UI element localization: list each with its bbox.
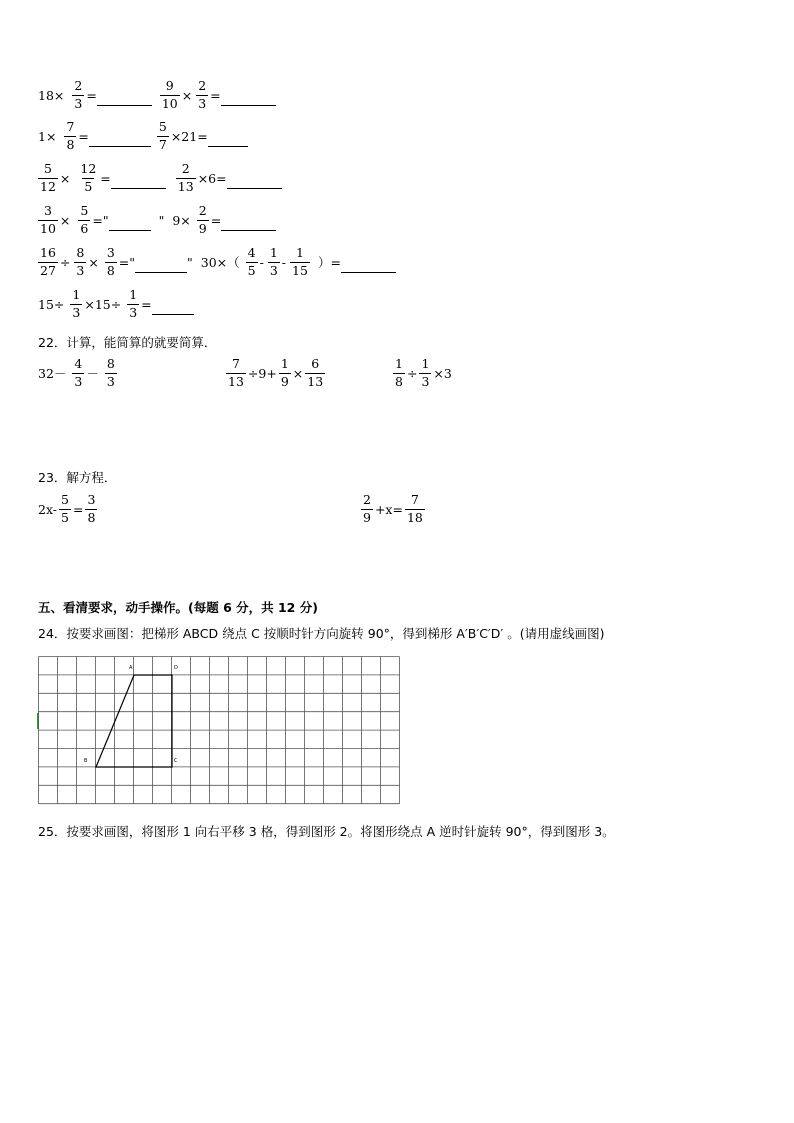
label-a: A [129,665,133,671]
fraction: $\frac{2}{9}$ [198,203,207,236]
fraction: $\frac{7}{8}$ [66,119,75,152]
exercise-row-4 [38,205,276,235]
expr-text: +x= [374,501,403,517]
q22-expr-1 [38,358,119,388]
fraction: $\frac{3}{8}$ [106,245,115,278]
answer-blank[interactable] [152,302,194,315]
fraction: $\frac{2}{13}$ [177,161,194,194]
answer-blank[interactable] [341,260,396,273]
operator: - [259,254,264,270]
answer-blank[interactable] [221,93,276,106]
label-b: B [84,758,88,764]
fraction: $\frac{9}{10}$ [161,78,178,111]
exercise-row-1 [38,80,276,110]
fraction: $\frac{4}{3}$ [74,356,83,389]
expr-text: 2x- [38,501,58,517]
exercise-row-5 [38,247,396,277]
quote: " [158,212,165,228]
expr-text: 15÷ [38,296,65,312]
answer-blank[interactable] [227,176,282,189]
q22-expr-3 [393,358,452,388]
equals: = [100,170,111,186]
exercise-row-6 [38,289,194,319]
expr-text: ×3 [433,365,452,381]
operator: － [86,366,99,381]
exercise-row-2 [38,121,248,151]
grid-svg [38,656,400,805]
operator: × [88,254,99,270]
q24-grid-figure [38,656,400,808]
fraction: $\frac{1}{15}$ [292,245,308,278]
question-23-title: 23．解方程． [38,470,117,485]
q23-equation-1 [38,494,99,524]
fraction: $\frac{4}{5}$ [247,245,256,278]
label-c: C [174,758,178,764]
expr-text: ）= [317,255,341,270]
question-24-text: 24．按要求画图：把梯形 ABCD 绕点 C 按顺时针方向旋转 90°，得到梯形 A′B′C′D′ 。(请用虚线画图) [38,626,605,641]
fraction: $\frac{2}{9}$ [363,492,371,525]
fraction: $\frac{7}{18}$ [406,492,423,525]
question-22-title: 22．计算，能简算的就要简算． [38,335,217,350]
fraction: $\frac{7}{13}$ [228,356,244,389]
answer-blank[interactable] [111,176,166,189]
trapezoid-abcd [96,675,172,767]
answer-blank[interactable] [208,134,248,147]
operator: - [281,254,287,270]
fraction: $\frac{12}{5}$ [80,161,97,194]
expr-text: 18× [38,87,65,103]
expr-text: ×15÷ [84,296,122,312]
equals: = [210,212,222,228]
answer-blank[interactable] [109,218,151,231]
fraction: $\frac{5}{7}$ [158,119,167,152]
label-d: D [174,665,178,671]
fraction: $\frac{1}{3}$ [72,287,81,320]
fraction: $\frac{6}{13}$ [307,356,324,389]
fraction: $\frac{1}{3}$ [421,356,430,389]
quote: " [187,254,193,270]
answer-blank[interactable] [89,134,151,147]
section-5-title: 五、看清要求，动手操作。(每题 6 分，共 12 分) [38,600,318,615]
answer-blank[interactable] [221,218,276,231]
grid-lines [39,657,400,804]
fraction: $\frac{1}{9}$ [280,356,289,389]
equals: = [86,87,97,103]
equals: =" [92,212,109,228]
fraction: $\frac{5}{12}$ [40,161,56,194]
fraction: $\frac{16}{27}$ [40,245,56,278]
equals: = [141,296,152,312]
fraction: $\frac{3}{8}$ [87,492,96,525]
equals: = [210,87,221,103]
fraction: $\frac{8}{3}$ [76,245,85,278]
fraction: $\frac{5}{6}$ [80,203,89,236]
equals: = [78,128,89,144]
operator: × [59,170,71,186]
fraction: $\frac{2}{3}$ [74,78,83,111]
fraction: $\frac{3}{10}$ [40,203,56,236]
expr-text: ×21= [170,128,208,144]
expr-text: ×6= [197,170,227,186]
expr-text: ÷9+ [247,365,277,381]
answer-blank[interactable] [135,260,187,273]
fraction: $\frac{8}{3}$ [106,356,115,389]
equals: = [72,501,84,517]
q23-equation-2 [361,494,427,524]
fraction: $\frac{1}{8}$ [395,356,403,389]
exercise-row-3 [38,163,282,193]
fraction: $\frac{1}{3}$ [129,287,138,320]
fraction: $\frac{2}{3}$ [198,78,207,111]
expr-text: 9× [172,212,191,228]
operator: ÷ [406,365,418,381]
expr-text: 32－ [38,366,67,381]
operator: × [292,365,304,381]
fraction: $\frac{5}{5}$ [61,492,69,525]
fraction: $\frac{1}{3}$ [269,245,278,278]
operator: × [59,212,71,228]
operator: × [181,87,193,103]
expr-text: 1× [38,128,57,144]
answer-blank[interactable] [97,93,152,106]
operator: ÷ [59,254,71,270]
q22-expr-2 [226,358,327,388]
equals: =" [118,254,136,270]
question-25-text: 25．按要求画图，将图形 1 向右平移 3 格，得到图形 2。将图形绕点 A 逆时针旋转 90°，得到图形 3。 [38,824,615,839]
expr-text: 30×（ [200,255,240,270]
